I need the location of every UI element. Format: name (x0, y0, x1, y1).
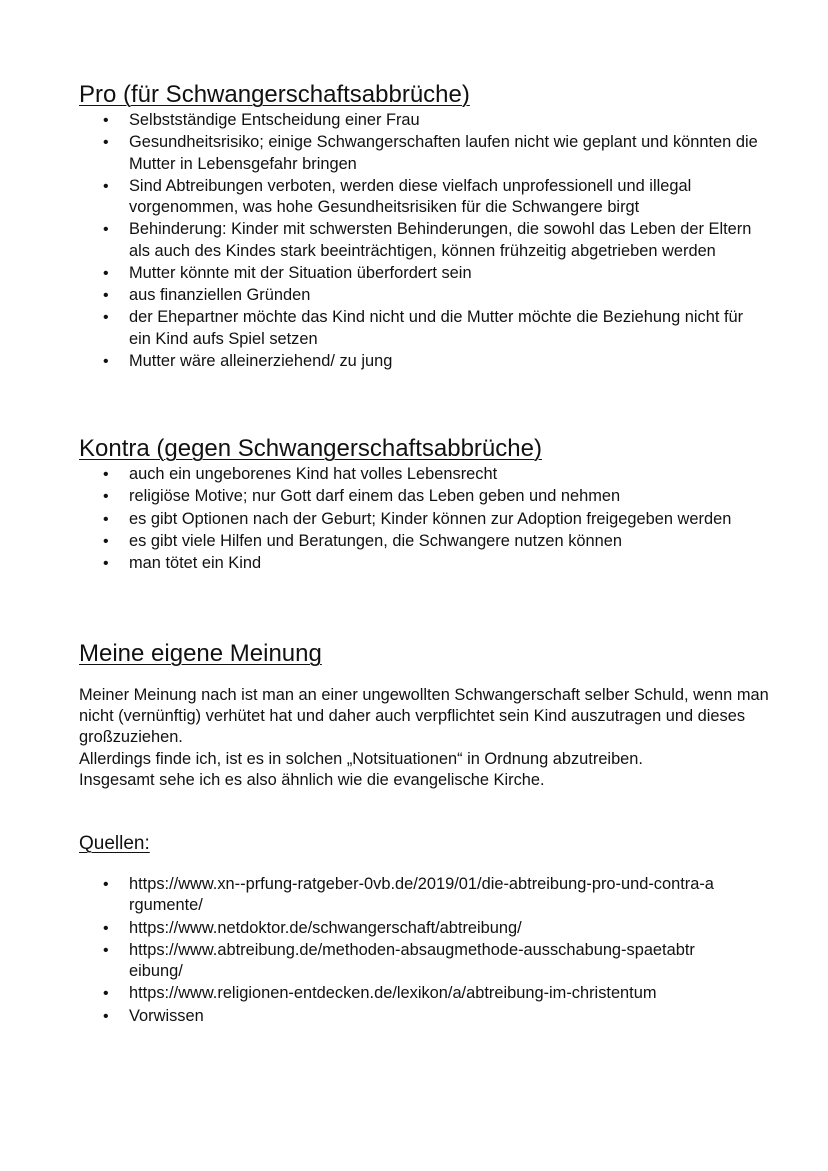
list-item: • Selbstständige Entscheidung einer Frau (0, 110, 828, 131)
list-item: • auch ein ungeborenes Kind hat volles Lebensrecht (0, 464, 828, 485)
list-item: • aus finanziellen Gründen (0, 285, 828, 306)
opinion-paragraph: Allerdings finde ich, ist es in solchen „Notsituationen“ in Ordnung abzutreiben. (79, 749, 643, 768)
opinion-heading: Meine eigene Meinung (79, 640, 322, 667)
kontra-list (0, 464, 828, 575)
opinion-text (79, 685, 779, 791)
list-item: • Behinderung: Kinder mit schwersten Behinderungen, die sowohl das Leben der Eltern als auch des Kindes stark beeinträchtigen, können frühzeitig abgetrieben werden (0, 219, 828, 261)
source-link[interactable]: • https://www.xn--prfung-ratgeber-0vb.de/2019/01/die-abtreibung-pro-und-contra-argumente/ (0, 874, 828, 916)
sources-heading: Quellen: (79, 833, 150, 854)
list-item: • religiöse Motive; nur Gott darf einem das Leben geben und nehmen (0, 486, 828, 507)
list-item: • man tötet ein Kind (0, 553, 828, 574)
list-item: • Sind Abtreibungen verboten, werden diese vielfach unprofessionell und illegal vorgenommen, was hohe Gesundheitsrisiken für die Schwangere birgt (0, 176, 828, 218)
kontra-heading: Kontra (gegen Schwangerschaftsabbrüche) (79, 435, 542, 462)
sources-list (0, 874, 828, 1028)
source-link[interactable]: • https://www.abtreibung.de/methoden-absaugmethode-ausschabung-spaetabtreibung/ (0, 940, 828, 982)
pro-list (0, 110, 828, 373)
list-item: • Gesundheitsrisiko; einige Schwangerschaften laufen nicht wie geplant und könnten die Mutter in Lebensgefahr bringen (0, 132, 828, 174)
opinion-paragraph: Meiner Meinung nach ist man an einer ungewollten Schwangerschaft selber Schuld, wenn man nicht (vernünftig) verhütet hat und daher auch verpflichtet sein Kind auszutragen und dieses großzuziehen. (79, 686, 769, 747)
pro-heading: Pro (für Schwangerschaftsabbrüche) (79, 81, 470, 108)
list-item: • Mutter könnte mit der Situation überfordert sein (0, 263, 828, 284)
list-item: • es gibt viele Hilfen und Beratungen, die Schwangere nutzen können (0, 531, 828, 552)
list-item: • der Ehepartner möchte das Kind nicht und die Mutter möchte die Beziehung nicht für ein Kind aufs Spiel setzen (0, 307, 828, 349)
source-link[interactable]: • https://www.netdoktor.de/schwangerschaft/abtreibung/ (0, 918, 828, 939)
list-item: • Mutter wäre alleinerziehend/ zu jung (0, 351, 828, 372)
opinion-paragraph: Insgesamt sehe ich es also ähnlich wie die evangelische Kirche. (79, 770, 545, 789)
list-item: • Vorwissen (0, 1006, 828, 1027)
source-link[interactable]: • https://www.religionen-entdecken.de/lexikon/a/abtreibung-im-christentum (0, 983, 828, 1004)
list-item: • es gibt Optionen nach der Geburt; Kinder können zur Adoption freigegeben werden (0, 509, 828, 530)
